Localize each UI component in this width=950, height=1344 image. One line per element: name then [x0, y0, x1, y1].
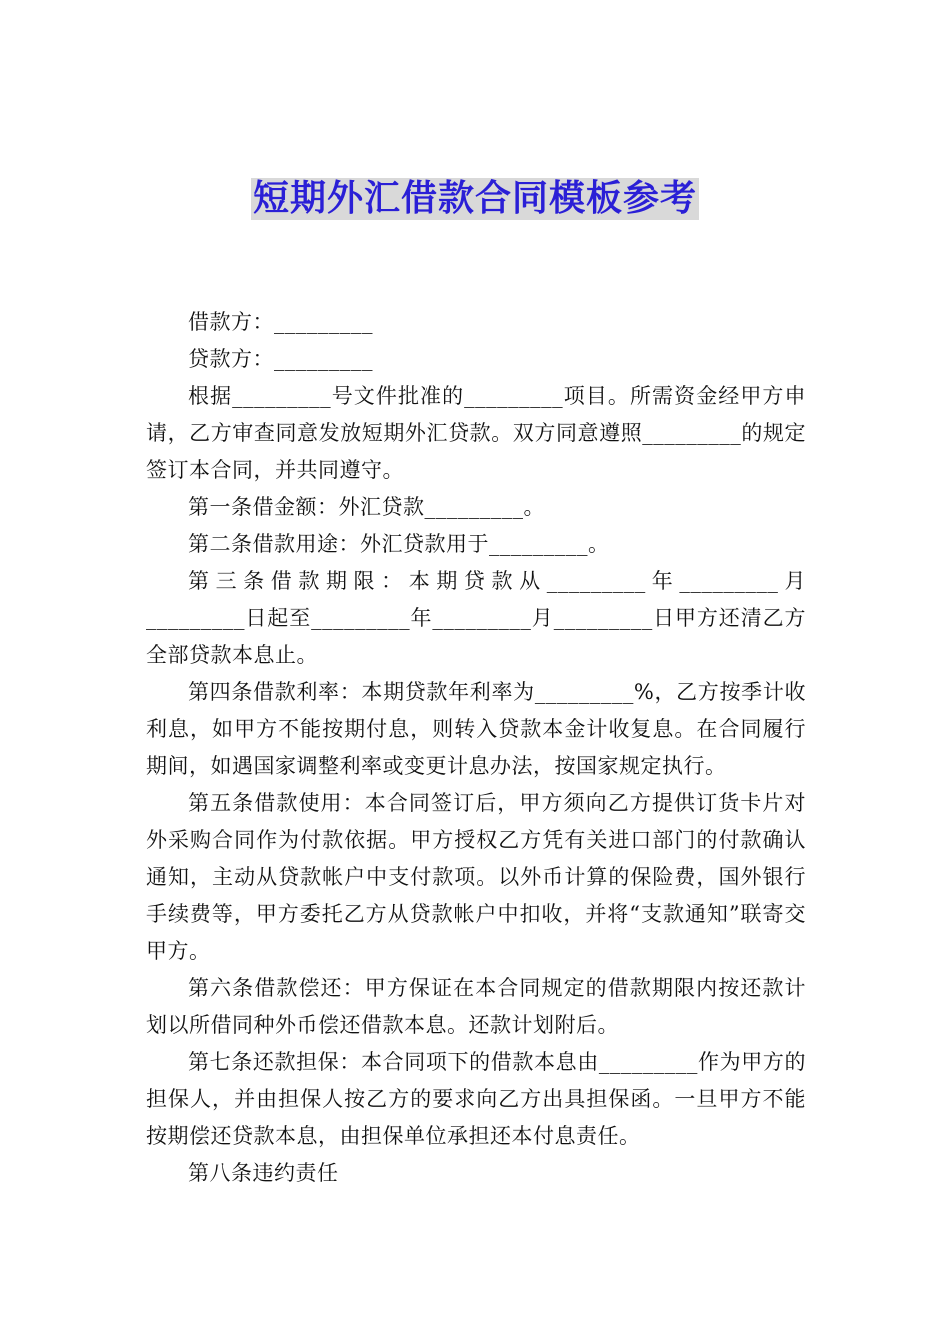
paragraph-article-7: 第七条还款担保：本合同项下的借款本息由_________作为甲方的担保人，并由担保人按乙方的要求向乙方出具担保函。一旦甲方不能按期偿还贷款本息，由担保单位承担还本付息责任。 [146, 1050, 806, 1148]
paragraph-article-2: 第二条借款用途：外汇贷款用于_________。 [188, 532, 610, 556]
paragraph-preamble: 根据_________号文件批准的_________项目。所需资金经甲方申请，乙方审查同意发放短期外汇贷款。双方同意遵照_________的规定签订本合同，并共同遵守。 [146, 384, 806, 482]
document-title: 短期外汇借款合同模板参考 [252, 178, 697, 219]
paragraph-lender: 贷款方：_________ [188, 347, 373, 371]
paragraph-article-3: 第三条借款期限：本期贷款从_________年_________月_________日起至_________年_________月_________日甲方还清乙方全部贷款本息止。 [146, 569, 806, 667]
paragraph-article-8: 第八条违约责任 [188, 1161, 339, 1185]
paragraph-article-1: 第一条借金额：外汇贷款_________。 [188, 495, 545, 519]
title-container [0, 178, 950, 220]
paragraph-article-5: 第五条借款使用：本合同签订后，甲方须向乙方提供订货卡片对外采购合同作为付款依据。甲方授权乙方凭有关进口部门的付款确认通知，主动从贷款帐户中支付款项。以外币计算的保险费，国外银行手续费等，甲方委托乙方从贷款帐户中扣收，并将“支款通知”联寄交甲方。 [146, 791, 806, 963]
document-body [146, 304, 806, 1192]
paragraph-article-6: 第六条借款偿还：甲方保证在本合同规定的借款期限内按还款计划以所借同种外币偿还借款本息。还款计划附后。 [146, 976, 806, 1037]
paragraph-borrower: 借款方：_________ [188, 310, 373, 334]
paragraph-article-4: 第四条借款利率：本期贷款年利率为_________%，乙方按季计收利息，如甲方不能按期付息，则转入贷款本金计收复息。在合同履行期间，如遇国家调整利率或变更计息办法，按国家规定执行。 [146, 680, 806, 778]
